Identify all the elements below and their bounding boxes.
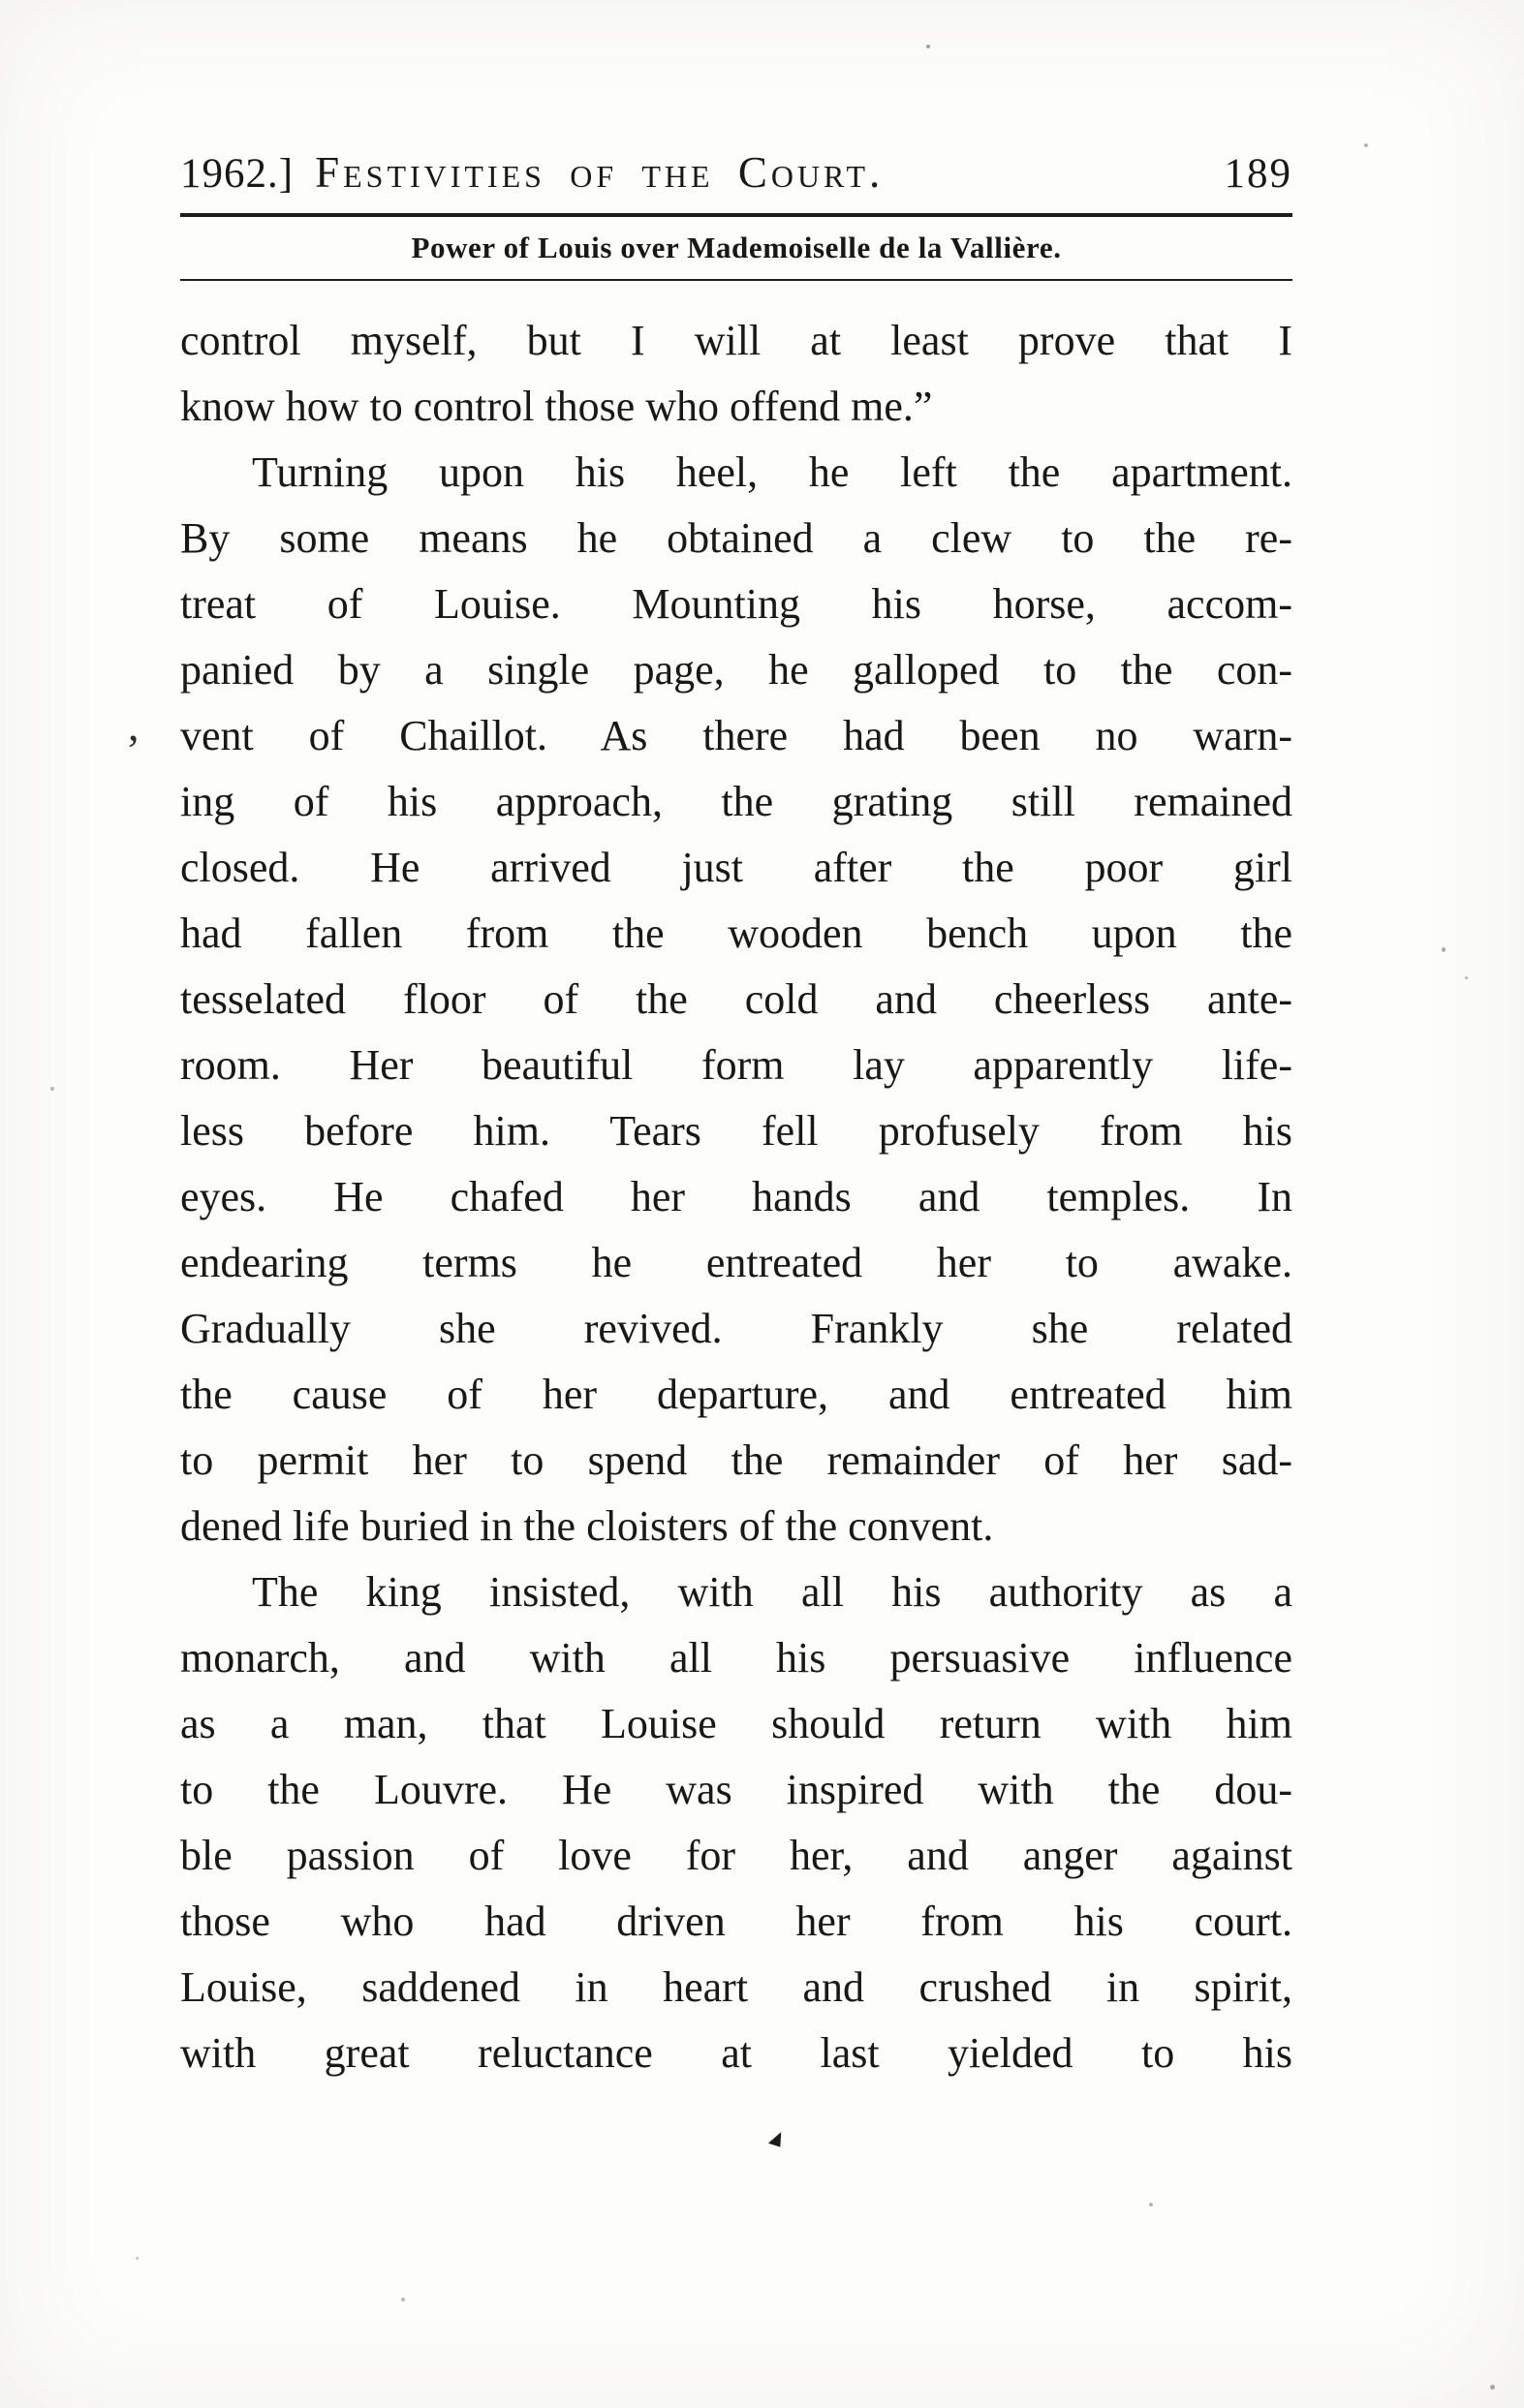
text-line: The king insisted, with all his authority as a <box>252 1568 1292 1616</box>
text-line: the cause of her departure, and entreated him <box>180 1371 1292 1418</box>
text-line: ing of his approach, the grating still remained <box>180 778 1292 825</box>
page-number: 189 <box>1224 151 1292 197</box>
scan-speck <box>1442 947 1446 952</box>
text-line: endearing terms he entreated her to awake. <box>180 1239 1292 1286</box>
text-line: tesselated floor of the cold and cheerless ante- <box>180 975 1292 1023</box>
header-date: 1962.] <box>180 151 295 197</box>
scan-speck <box>136 2257 139 2260</box>
text-line: closed. He arrived just after the poor girl <box>180 844 1292 891</box>
scan-speck <box>50 1087 54 1091</box>
text-line: with great reluctance at last yielded to his <box>180 2029 1292 2077</box>
scan-artifact-comma: , <box>128 700 140 750</box>
text-line: Gradually she revived. Frankly she related <box>180 1305 1292 1352</box>
scan-speck <box>1149 2203 1153 2207</box>
header-divider-bottom <box>180 279 1292 281</box>
header-title: Festivities of the Court. <box>315 148 885 197</box>
scan-speck <box>1490 2385 1495 2390</box>
text-line: to permit her to spend the remainder of her sad- <box>180 1436 1292 1484</box>
text-line: eyes. He chafed her hands and temples. In <box>180 1173 1292 1220</box>
scan-speck <box>1465 976 1468 979</box>
text-line: had fallen from the wooden bench upon the <box>180 910 1292 957</box>
text-line: vent of Chaillot. As there had been no warn- <box>180 712 1292 759</box>
scan-speck <box>926 45 930 48</box>
text-line: Turning upon his heel, he left the apartment. <box>252 448 1292 496</box>
scan-speck <box>401 2298 405 2301</box>
scan-artifact-tick <box>768 2129 785 2146</box>
text-line: treat of Louise. Mounting his horse, accom- <box>180 580 1292 628</box>
text-line: as a man, that Louise should return with him <box>180 1700 1292 1747</box>
running-header <box>180 147 1292 198</box>
text-line: dened life buried in the cloisters of the convent. <box>180 1502 994 1550</box>
text-line: ble passion of love for her, and anger against <box>180 1832 1292 1879</box>
text-line: By some means he obtained a clew to the re- <box>180 514 1292 562</box>
paragraph <box>180 308 1292 440</box>
text-line: room. Her beautiful form lay apparently life- <box>180 1041 1292 1089</box>
text-line: control myself, but I will at least prove that I <box>180 317 1292 364</box>
text-line: Louise, saddened in heart and crushed in spirit, <box>180 1963 1292 2011</box>
body-text <box>180 308 1292 2086</box>
chapter-subtitle: Power of Louis over Mademoiselle de la Vallière. <box>411 231 1062 264</box>
text-line: monarch, and with all his persuasive influence <box>180 1634 1292 1682</box>
text-line: panied by a single page, he galloped to the con- <box>180 646 1292 694</box>
page-content <box>180 147 1292 2086</box>
text-line: those who had driven her from his court. <box>180 1898 1292 1945</box>
text-line: know how to control those who offend me.” <box>180 383 933 430</box>
text-line: less before him. Tears fell profusely from his <box>180 1107 1292 1155</box>
paragraph <box>180 440 1292 1559</box>
paragraph <box>180 1559 1292 2086</box>
text-line: to the Louvre. He was inspired with the dou- <box>180 1766 1292 1813</box>
scan-speck <box>1364 143 1368 147</box>
